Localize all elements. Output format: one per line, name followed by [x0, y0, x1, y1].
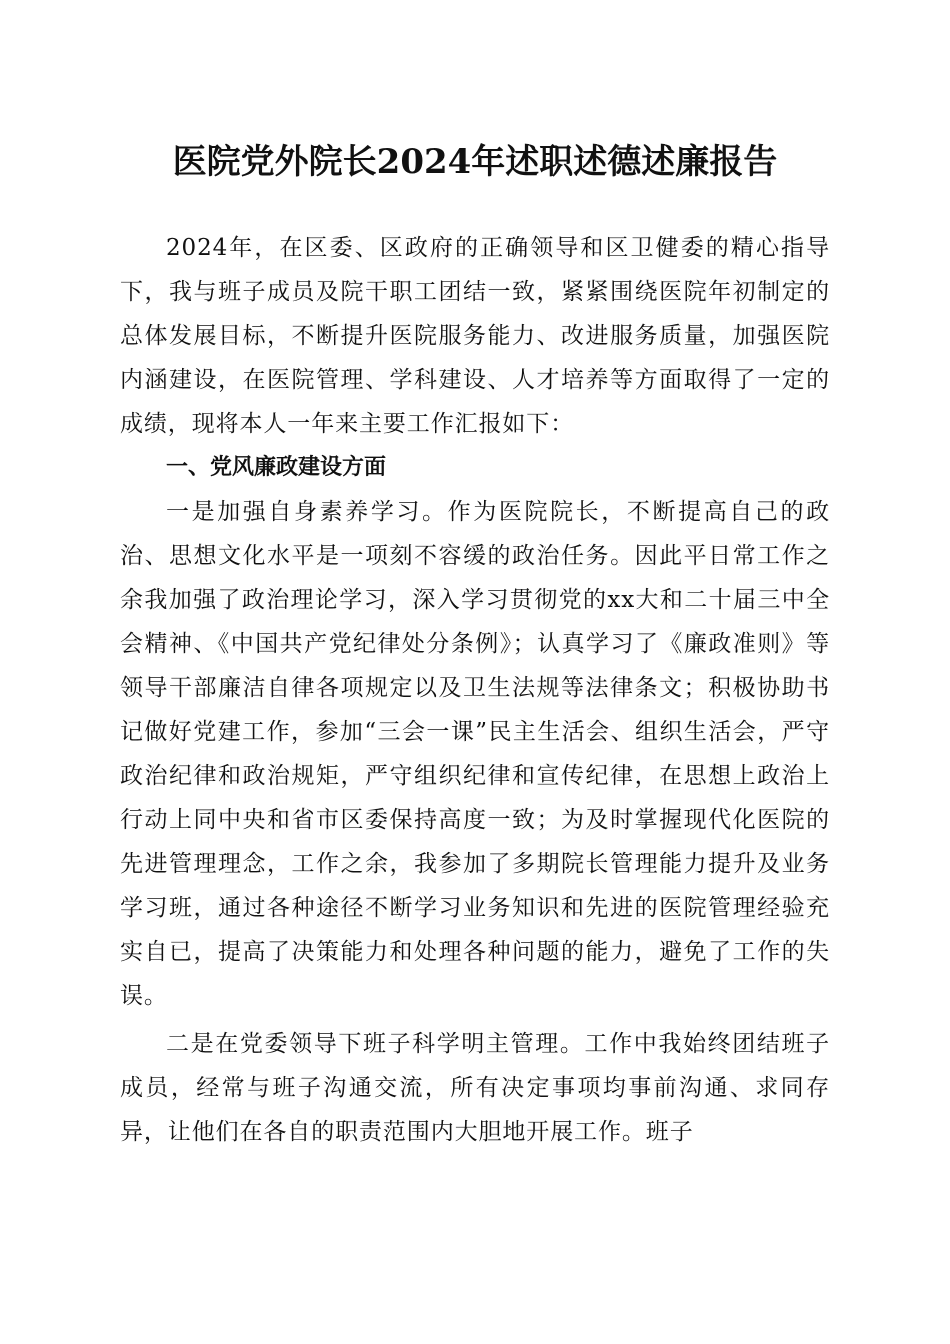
paragraph-text: 工作中我始终团结班子成员，经常与班子沟通交流，所有决定事项均事前沟通、求同存异，让他们在各自的职责范围内大胆地开展工作。班子: [120, 1031, 830, 1145]
document-title: 医院党外院长2024年述职述德述廉报告: [172, 142, 778, 182]
section-heading: 一、党风廉政建设方面: [166, 455, 387, 480]
paragraph-self-study: [120, 490, 830, 1018]
paragraph-lead: 二是在党委领导下班子科学明主管理。: [166, 1031, 585, 1057]
intro-paragraph: 2024年，在区委、区政府的正确领导和区卫健委的精心指导下，我与班子成员及院干职工团结一致，紧紧围绕医院年初制定的总体发展目标，不断提升医院服务能力、改进服务质量，加强医院内涵建设，在医院管理、学科建设、人才培养等方面取得了一定的成绩，现将本人一年来主要工作汇报如下：: [120, 235, 830, 437]
document-body: [120, 226, 830, 1154]
paragraph-lead: 一是加强自身素养学习。: [166, 499, 448, 525]
paragraph-team-management: [120, 1022, 830, 1154]
paragraph-text: 作为医院院长，不断提高自己的政治、思想文化水平是一项刻不容缓的政治任务。因此平日常工作之余我加强了政治理论学习，深入学习贯彻党的xx大和二十届三中全会精神、《中国共产党纪律处分条例》；认真学习了《廉政准则》等领导干部廉洁自律各项规定以及卫生法规等法律条文；积极协助书记做好党建工作，参加“三会一课”民主生活会、组织生活会，严守政治纪律和政治规矩，严守组织纪律和宣传纪律，在思想上政治上行动上同中央和省市区委保持高度一致；为及时掌握现代化医院的先进管理理念，工作之余，我参加了多期院长管理能力提升及业务学习班，通过各种途径不断学习业务知识和先进的医院管理经验充实自已，提高了决策能力和处理各种问题的能力，避免了工作的失误。: [120, 499, 831, 1009]
